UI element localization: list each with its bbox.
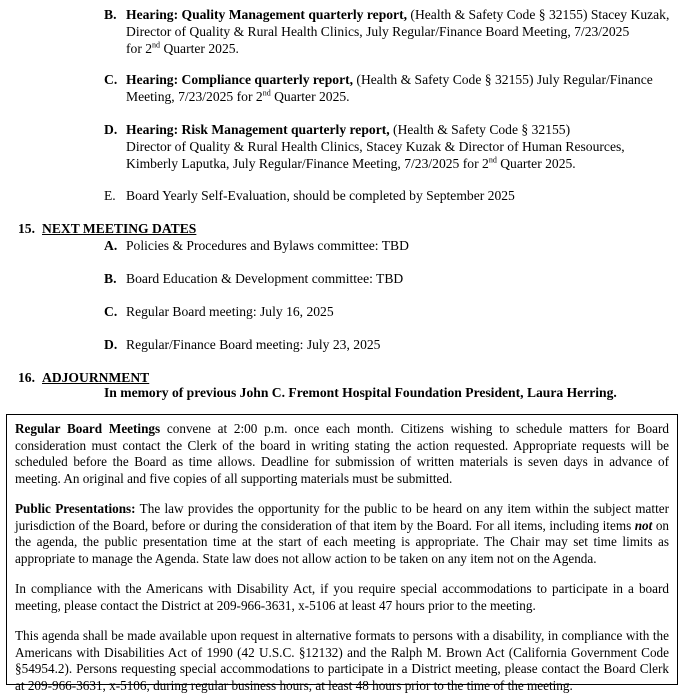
memorial-line: In memory of previous John C. Fremont Hospital Foundation President, Laura Herring. <box>104 385 617 400</box>
notice-public-presentations: Public Presentations: The law provides the opportunity for the public to be heard on any item within the subject matter jurisdiction of the Board, before or during the consideration of that item by the Board. For all items, including items not on the agenda, the public presentation time at the start of each meeting is appropriate. The Chair may set time limits as appropriate to manage the Agenda. State law does not allow action to be taken on any item not on the Agenda. <box>15 501 669 566</box>
agenda-item-14c <box>104 71 674 105</box>
section-number: 16. <box>18 370 35 385</box>
item-heading: Hearing: Compliance quarterly report, <box>126 72 354 87</box>
item-letter: B. <box>104 7 117 22</box>
item-text: (Health & Safety Code § 32155) July Regular/Finance <box>353 72 653 87</box>
section-number: 15. <box>18 221 35 236</box>
item-letter: E. <box>104 188 116 203</box>
meeting-item-b <box>104 270 674 287</box>
item-letter: C. <box>104 304 118 319</box>
item-letter: C. <box>104 72 118 87</box>
item-text: Meeting, 7/23/2025 for 2nd Quarter 2025. <box>126 88 350 104</box>
meeting-item-a <box>104 237 674 254</box>
item-letter: A. <box>104 238 118 253</box>
section-15-heading <box>18 220 196 237</box>
item-text: Board Education & Development committee: TBD <box>126 271 404 286</box>
item-text: Policies & Procedures and Bylaws committee: TBD <box>126 238 409 253</box>
notice-ada-compliance: In compliance with the Americans with Disability Act, if you require special accommodations to participate in a board meeting, please contact the District at 209-966-3631, x-5106 at least 47 hours prior to the meeting. <box>15 581 669 613</box>
notice-regular-meetings: Regular Board Meetings convene at 2:00 p.m. once each month. Citizens wishing to schedule matters for Board consideration must contact the Clerk of the board in writing stating the action requested. Appropriate requests will be scheduled before the Board as time allows. Deadline for submission of written materials is seven days in advance of meeting. An original and five copies of all supporting materials must be submitted. <box>15 421 669 486</box>
item-text: Director of Quality & Rural Health Clinics, July Regular/Finance Board Meeting, 7/23/2025 <box>126 24 630 39</box>
item-text: Kimberly Laputka, July Regular/Finance Meeting, 7/23/2025 for 2nd Quarter 2025. <box>126 155 576 171</box>
notice-alternative-formats: This agenda shall be made available upon request in alternative formats to persons with a disability, in compliance with the Americans with Disabilities Act of 1990 (42 U.S.C. §12132) and the Ralph M. Brown Act (California Government Code §54954.2). Persons requesting special accommodations to participate in a District meeting, please contact the Board Clerk at 209-966-3631, x-5106, during regular business hours, at least 48 hours prior to the time of the meeting. <box>15 628 669 693</box>
item-text: for 2nd Quarter 2025. <box>126 40 239 56</box>
item-letter: B. <box>104 271 117 286</box>
section-title: ADJOURNMENT <box>42 370 150 385</box>
agenda-item-14d <box>104 121 674 172</box>
item-heading: Hearing: Quality Management quarterly report, <box>126 7 408 22</box>
item-text: (Health & Safety Code § 32155) <box>389 122 571 137</box>
meeting-item-d <box>104 336 674 353</box>
item-text: Board Yearly Self-Evaluation, should be completed by September 2025 <box>126 188 515 203</box>
item-heading: Hearing: Risk Management quarterly report, <box>126 122 390 137</box>
item-letter: D. <box>104 122 118 137</box>
item-text: Regular/Finance Board meeting: July 23, 2025 <box>126 337 381 352</box>
item-text: (Health & Safety Code § 32155) Stacey Kuzak, <box>407 7 670 22</box>
item-text: Regular Board meeting: July 16, 2025 <box>126 304 334 319</box>
item-letter: D. <box>104 337 118 352</box>
notice-box <box>6 414 678 693</box>
agenda-item-14e <box>104 187 674 204</box>
meeting-item-c <box>104 303 674 320</box>
section-title: NEXT MEETING DATES <box>42 221 197 236</box>
item-text: Director of Quality & Rural Health Clinics, Stacey Kuzak & Director of Human Resources, <box>126 139 625 154</box>
agenda-item-14b <box>104 6 674 57</box>
